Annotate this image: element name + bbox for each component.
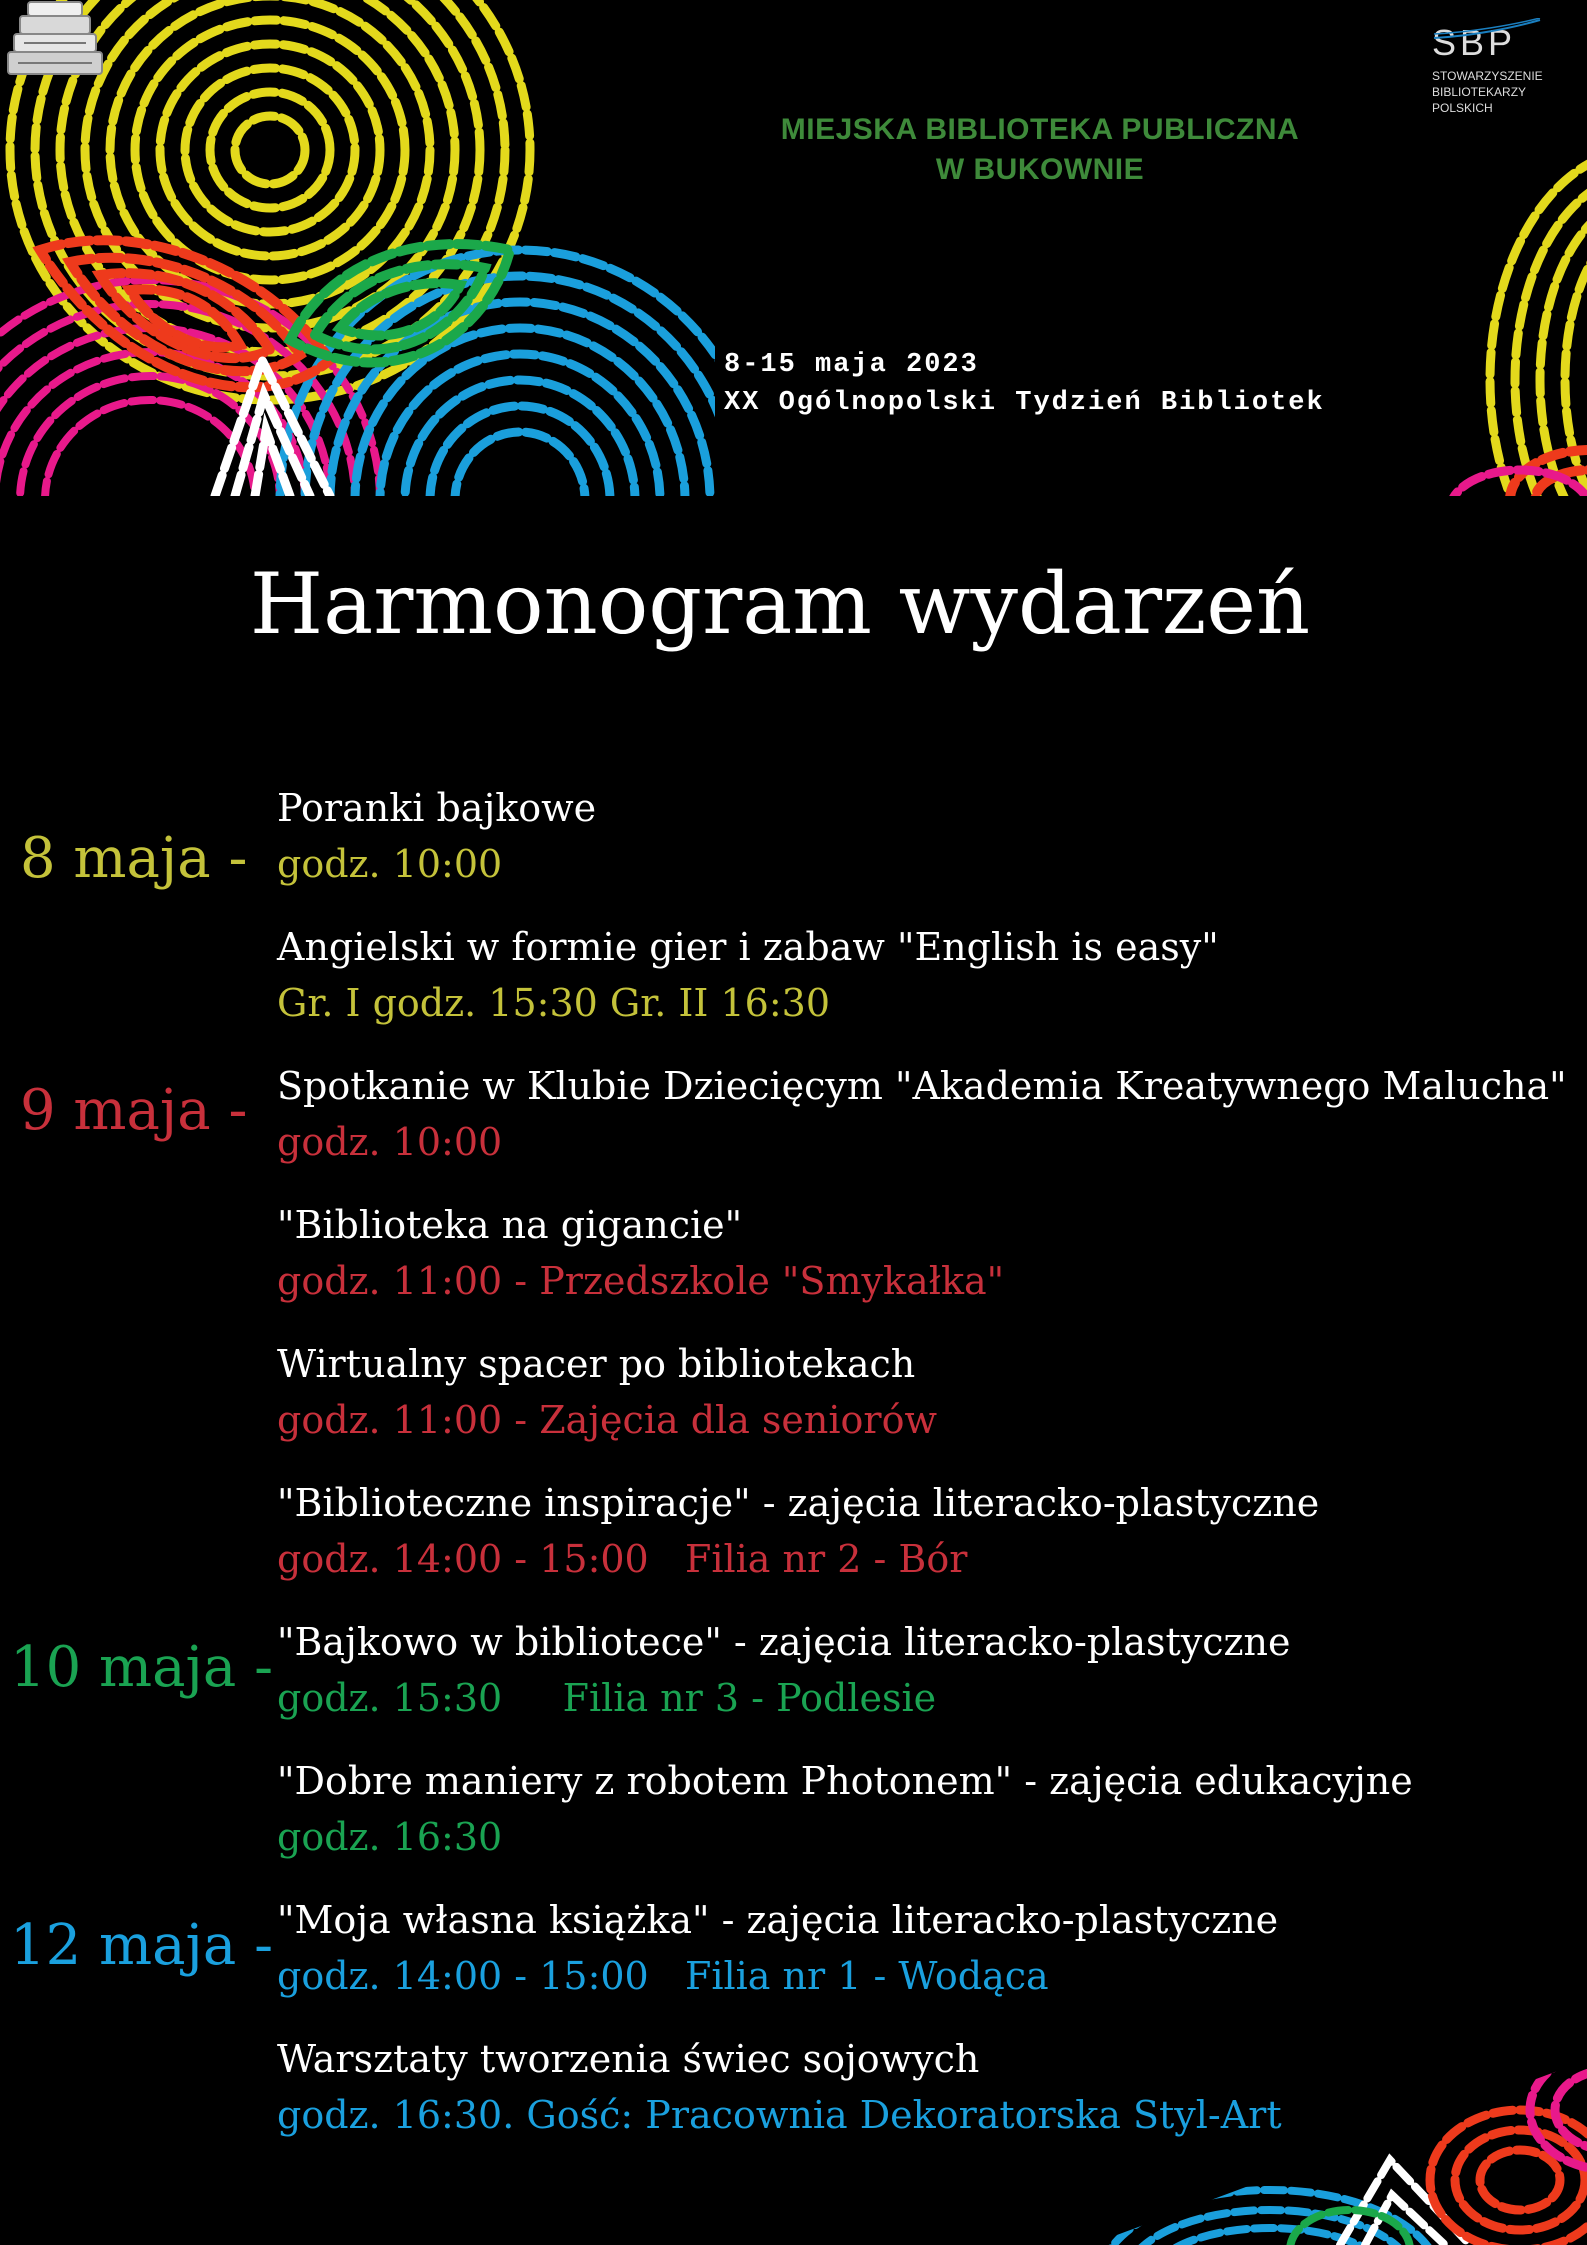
event-item	[277, 1614, 1577, 1726]
event-time: godz. 16:30. Gość: Pracownia Dekoratorska Styl-Art	[277, 2093, 1282, 2137]
week-dates: 8-15 maja 2023	[724, 350, 979, 380]
day-label-may-8: 8 maja -	[20, 826, 248, 891]
event-item	[277, 780, 1577, 892]
fingerprint-artwork-bottom	[1050, 2050, 1587, 2245]
day-label-may-9: 9 maja -	[20, 1078, 248, 1143]
sbp-name-line2: BIBLIOTEKARZY	[1432, 85, 1527, 99]
library-books-logo-icon	[0, 0, 110, 80]
library-name-line1: MIEJSKA BIBLIOTEKA PUBLICZNA	[780, 113, 1300, 146]
sbp-logo	[1432, 22, 1562, 116]
event-item	[277, 1475, 1577, 1587]
swoosh-icon	[1432, 18, 1542, 40]
event-item	[277, 919, 1577, 1031]
event-time: godz. 15:30 Filia nr 3 - Podlesie	[277, 1676, 937, 1720]
day-label-may-12: 12 maja -	[10, 1913, 274, 1978]
event-item	[277, 1753, 1577, 1865]
library-week-info	[724, 346, 1325, 422]
event-item	[277, 1336, 1577, 1448]
event-time: Gr. I godz. 15:30 Gr. II 16:30	[277, 981, 831, 1025]
library-name	[760, 110, 1320, 190]
week-name: XX Ogólnopolski Tydzień Bibliotek	[724, 388, 1325, 418]
page-title: Harmonogram wydarzeń	[249, 555, 1311, 653]
event-name: "Biblioteczne inspiracje" - zajęcia literacko-plastyczne	[277, 1481, 1320, 1525]
event-time: godz. 11:00 - Przedszkole "Smykałka"	[277, 1259, 1005, 1303]
event-item	[277, 1197, 1577, 1309]
event-name: Spotkanie w Klubie Dziecięcym "Akademia Kreatywnego Malucha"	[277, 1064, 1567, 1108]
sbp-logo-text: SBP	[1432, 22, 1517, 63]
fingerprint-artwork	[0, 0, 1587, 500]
event-name: "Biblioteka na gigancie"	[277, 1203, 743, 1247]
event-name: "Dobre maniery z robotem Photonem" - zajęcia edukacyjne	[277, 1759, 1413, 1803]
event-time: godz. 14:00 - 15:00 Filia nr 2 - Bór	[277, 1537, 968, 1581]
event-name: Angielski w formie gier i zabaw "English is easy"	[277, 925, 1219, 969]
event-time: godz. 16:30	[277, 1815, 503, 1859]
event-name: "Bajkowo w bibliotece" - zajęcia literacko-plastyczne	[277, 1620, 1291, 1664]
event-name: "Moja własna książka" - zajęcia literacko-plastyczne	[277, 1898, 1279, 1942]
library-name-line2: W BUKOWNIE	[935, 153, 1145, 186]
event-time: godz. 10:00	[277, 842, 503, 886]
event-name: Poranki bajkowe	[277, 786, 597, 830]
event-time: godz. 10:00	[277, 1120, 503, 1164]
sbp-name-line3: POLSKICH	[1432, 101, 1493, 115]
sbp-name-line1: STOWARZYSZENIE	[1432, 69, 1543, 83]
header-banner	[0, 0, 1587, 500]
event-item	[277, 1892, 1577, 2004]
event-time: godz. 14:00 - 15:00 Filia nr 1 - Wodąca	[277, 1954, 1049, 1998]
event-name: Warsztaty tworzenia świec sojowych	[277, 2037, 980, 2081]
event-time: godz. 11:00 - Zajęcia dla seniorów	[277, 1398, 937, 1442]
event-name: Wirtualny spacer po bibliotekach	[277, 1342, 916, 1386]
day-label-may-10: 10 maja -	[10, 1635, 274, 1700]
event-item	[277, 1058, 1577, 1170]
